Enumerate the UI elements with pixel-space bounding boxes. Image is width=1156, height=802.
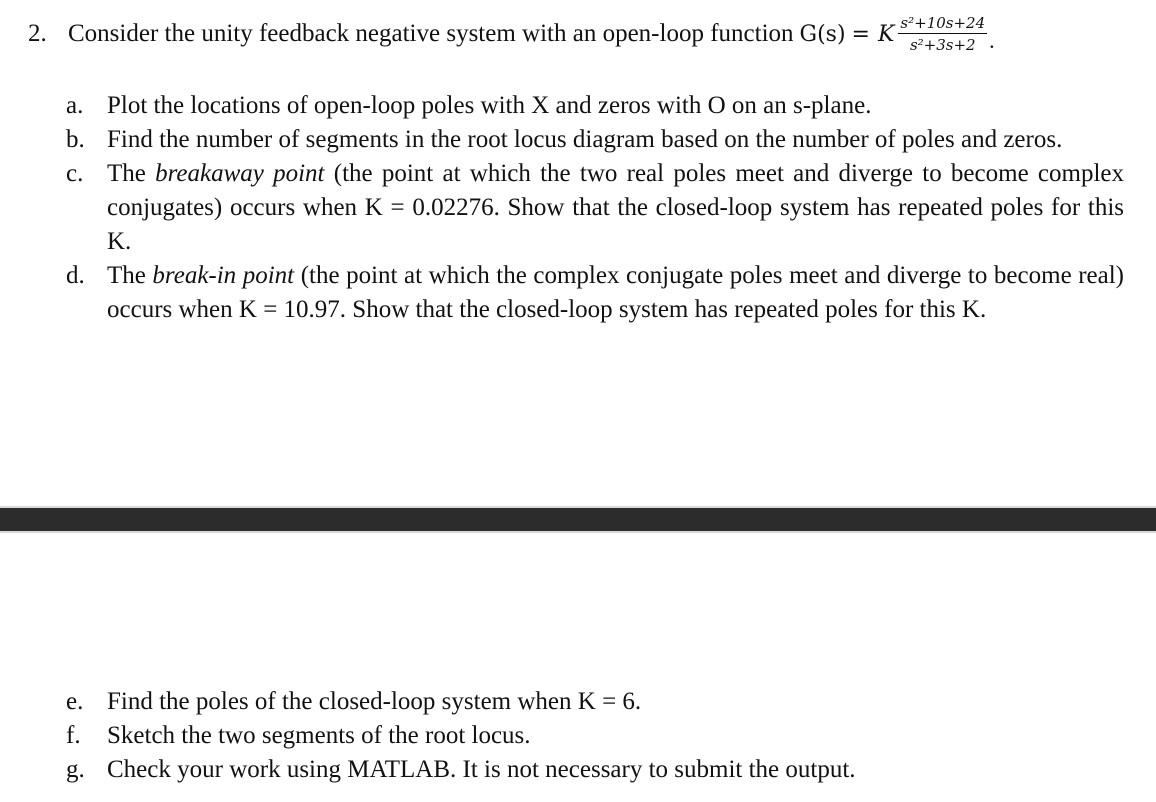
subquestion-text: Sketch the two segments of the root locus. <box>107 722 531 749</box>
subquestion-letter: c. <box>66 160 84 187</box>
page-divider <box>0 506 1156 533</box>
text-lead: The <box>107 262 153 289</box>
subquestion-letter: d. <box>66 262 85 289</box>
subquestion-letter: f. <box>66 722 81 749</box>
subquestion-text: Find the poles of the closed-loop system when K = 6. <box>107 688 642 715</box>
subquestion-letter: e. <box>66 688 84 715</box>
problem-stem: Consider the unity feedback negative system with an open-loop function <box>68 20 794 47</box>
subquestion-list-bottom <box>66 685 1124 787</box>
equals-sign: = <box>851 21 870 47</box>
subquestion-c <box>66 157 1124 259</box>
subquestion-text <box>107 259 1124 327</box>
transfer-function-fraction <box>898 14 987 54</box>
subquestion-f <box>66 719 1124 753</box>
subquestion-d <box>66 259 1124 327</box>
fraction-denominator: s²+3s+2 <box>909 36 976 54</box>
subquestion-text <box>107 157 1124 259</box>
text-lead: The <box>107 160 156 187</box>
transfer-function-label: G(s) <box>799 21 846 47</box>
subquestion-list-top <box>66 89 1124 327</box>
subquestion-a <box>66 89 1124 123</box>
subquestion-text: Check your work using MATLAB. It is not necessary to submit the output. <box>107 756 856 783</box>
problem-number: 2. <box>28 20 47 47</box>
subquestion-g <box>66 753 1124 787</box>
subquestion-letter: g. <box>66 756 85 783</box>
text-rest: (the point at which the complex conjugate poles meet and diverge to become real) occurs when K = 10.97. Show that the closed-loop system has repeated poles for this K. <box>107 262 1124 323</box>
fraction-numerator: s²+10s+24 <box>900 14 986 32</box>
break-in-point-term: break-in point <box>152 262 295 289</box>
breakaway-point-term: breakaway point <box>155 160 325 187</box>
sentence-period: . <box>989 28 995 53</box>
subquestion-text: Plot the locations of open-loop poles with X and zeros with O on an s-plane. <box>107 92 872 119</box>
subquestion-b <box>66 123 1124 157</box>
text-rest: (the point at which the two real poles meet and diverge to become complex conjugates) occurs when K = 0.02276. Show that the closed-loop system has repeated poles for this K. <box>107 160 1124 255</box>
gain-k: K <box>877 21 895 47</box>
subquestion-letter: a. <box>66 92 84 119</box>
subquestion-letter: b. <box>66 126 85 153</box>
problem-header <box>28 14 995 54</box>
subquestion-e <box>66 685 1124 719</box>
subquestion-text: Find the number of segments in the root locus diagram based on the number of poles and zeros. <box>107 126 1063 153</box>
